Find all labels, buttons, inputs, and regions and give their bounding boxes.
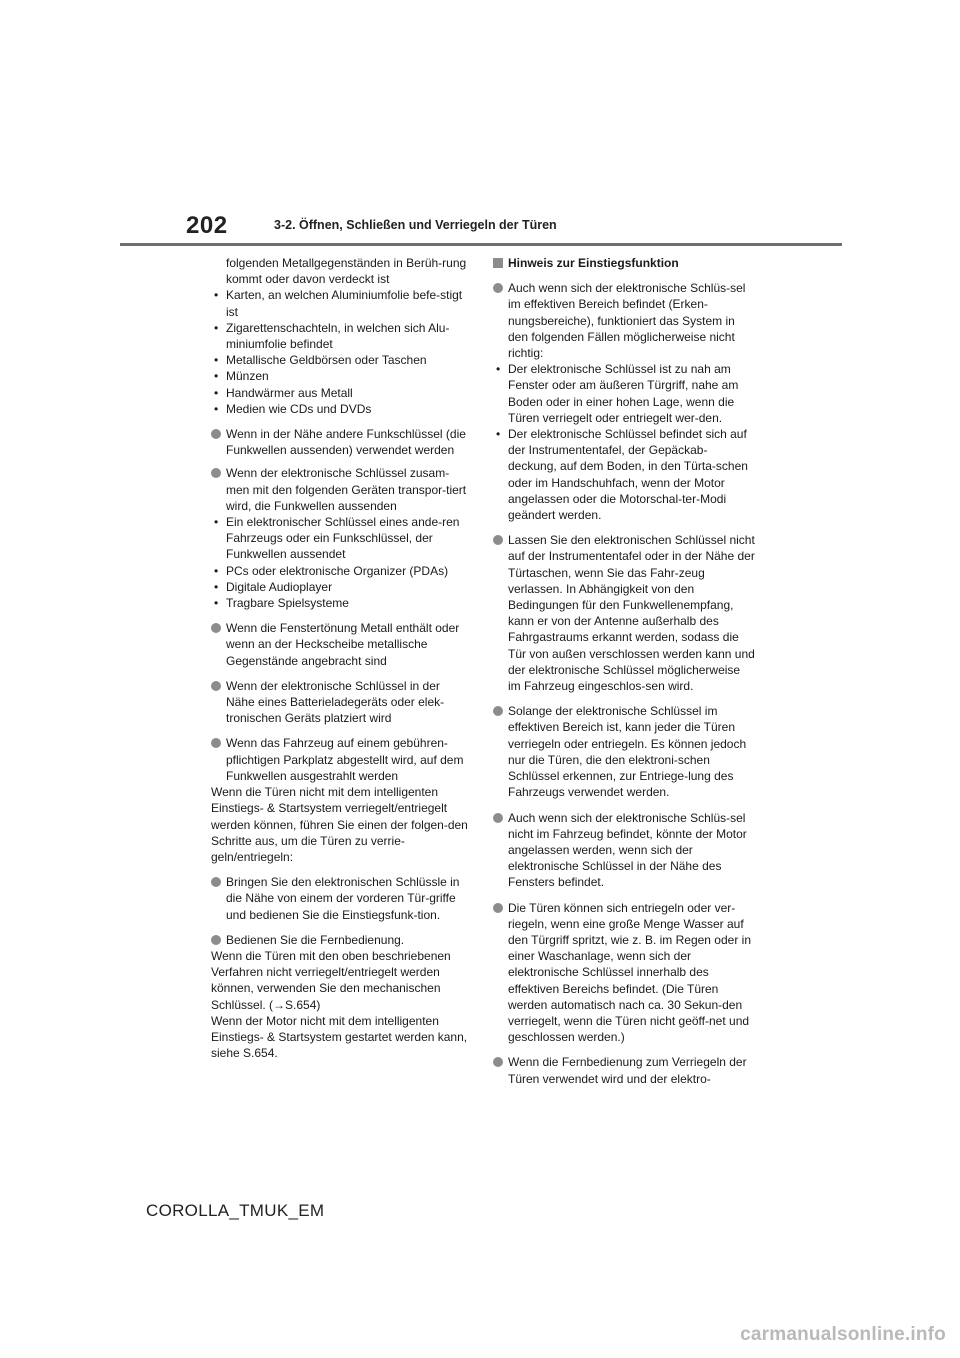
info-heading-text: Hinweis zur Einstiegsfunktion (508, 256, 679, 270)
circle-bullet-icon (211, 623, 221, 633)
paragraph: Wenn die Türen nicht mit dem intelligenten Einstiegs- & Startsystem verriegelt/entriegelt werden können, führen Sie einen der folgen-den Schritte aus, um die Türen zu verrie-geln/entriegeln: (211, 785, 468, 864)
note-text: Bedienen Sie die Fernbedienung. (226, 932, 405, 947)
list-item: • Der elektronische Schlüssel ist zu nah am Fenster oder am äußeren Türgriff, nahe am Boden oder in einer hohen Lage, wenn die Türen verriegelt oder entriegelt wer-den. (493, 361, 755, 426)
note-item (211, 426, 469, 458)
paragraph: Wenn die Türen mit den oben beschriebenen Verfahren nicht verriegelt/entriegelt werden können, verwenden Sie den mechanischen Schlüssel. (→S.654) (211, 948, 451, 1012)
note-text: Bringen Sie den elektronischen Schlüssle in die Nähe von einem der vorderen Tür-griffe und bedienen Sie die Einstiegsfunk-tion. (226, 875, 460, 922)
note-item (493, 280, 755, 361)
paragraph: Wenn der Motor nicht mit dem intelligenten Einstiegs- & Startsystem gestartet werden kann, siehe S.654. (211, 1013, 468, 1061)
note-item (493, 1054, 755, 1086)
note-text: Wenn die Fenstertönung Metall enthält oder wenn an der Heckscheibe metallische Gegenstände angebracht sind (226, 621, 460, 668)
note-text: Lassen Sie den elektronischen Schlüssel nicht auf der Instrumententafel oder in der Nähe der Türtaschen, wenn Sie das Fahr-zeug verlassen. In Abhängigkeit von den Bedingungen für den Funkwellenempfang, kann er von der Antenne außerhalb des Fahrgastraums erkannt werden, sodass die Tür von außen verschlossen werden kann und der elektronische Schlüssel möglicherweise im Fahrzeug eingeschlos-sen wird. (508, 533, 755, 694)
list-item: • Münzen (211, 368, 469, 384)
continuation-text: folgenden Metallgegenständen in Berüh-rung kommt oder davon verdeckt ist (226, 256, 467, 287)
radio-devices-list (211, 514, 469, 611)
note-item (493, 810, 755, 891)
list-item: • Ein elektronischer Schlüssel eines ande-ren Fahrzeugs oder ein Funkschlüssel, der Funkwellen aussendet (211, 514, 469, 563)
page-number: 202 (186, 212, 228, 239)
circle-bullet-icon (493, 903, 503, 913)
note-text: Wenn die Fernbedienung zum Verriegeln der Türen verwendet wird und der elektro- (508, 1055, 747, 1086)
note-item (211, 874, 469, 923)
document-code: COROLLA_TMUK_EM (146, 1201, 325, 1220)
list-item: • Der elektronische Schlüssel befindet sich auf der Instrumententafel, der Gepäckab-deckung, auf dem Boden, in den Türta-schen oder im Handschuhfach, wenn der Motor angelassen oder die Motorschal-ter-Modi geändert werden. (493, 426, 755, 523)
note-text: Wenn der elektronische Schlüssel zusam-men mit den folgenden Geräten transpor-tiert wird, die Funkwellen aussenden (226, 466, 467, 513)
circle-bullet-icon (493, 706, 503, 716)
note-item (493, 900, 755, 1046)
list-item: • Handwärmer aus Metall (211, 385, 469, 401)
metal-objects-list (211, 287, 469, 417)
list-item: • PCs oder elektronische Organizer (PDAs) (211, 563, 469, 579)
note-item (211, 620, 469, 669)
circle-bullet-icon (493, 535, 503, 545)
list-item: • Tragbare Spielsysteme (211, 595, 469, 611)
list-item: • Medien wie CDs und DVDs (211, 401, 469, 417)
right-column (493, 255, 755, 1087)
detection-issues-list (493, 361, 755, 523)
note-item (211, 465, 469, 514)
info-heading (493, 255, 755, 271)
note-item (211, 678, 469, 727)
note-text: Wenn der elektronische Schlüssel in der Nähe eines Batterieladegeräts oder elek-tronischen Geräts platziert wird (226, 678, 445, 726)
left-column (211, 255, 469, 1061)
circle-bullet-icon (211, 738, 221, 748)
note-text: Die Türen können sich entriegeln oder ver-riegeln, wenn eine große Menge Wasser auf den Türgriff spritzt, wie z. B. im Regen oder in einer Waschanlage, wenn sich der elektronische Schlüssel innerhalb des effektiven Bereichs befindet. (Die Türen werden automatisch nach ca. 30 Sekun-den verriegelt, wenn die Türen nicht geöff-net und geschlossen werden.) (508, 900, 751, 1045)
square-bullet-icon (493, 258, 503, 268)
list-item: • Metallische Geldbörsen oder Taschen (211, 352, 469, 368)
circle-bullet-icon (493, 1057, 503, 1067)
circle-bullet-icon (211, 935, 221, 945)
note-item (493, 532, 755, 694)
note-text: Wenn das Fahrzeug auf einem gebühren-pflichtigen Parkplatz abgestellt wird, auf dem Funkwellen ausgestrahlt werden (226, 736, 464, 783)
list-item: • Karten, an welchen Aluminiumfolie befe-stigt ist (211, 287, 469, 319)
list-item: • Digitale Audioplayer (211, 579, 469, 595)
note-text: Wenn in der Nähe andere Funkschlüssel (die Funkwellen aussenden) verwendet werden (226, 427, 466, 458)
note-item (211, 932, 469, 948)
section-title: 3-2. Öffnen, Schließen und Verriegeln der Türen (274, 218, 557, 232)
circle-bullet-icon (211, 877, 221, 887)
header-divider (120, 243, 842, 246)
note-text: Auch wenn sich der elektronische Schlüs-sel im effektiven Bereich befindet (Erken-nungsbereiche), funktioniert das System in den folgenden Fällen möglicherweise nicht richtig: (508, 281, 746, 361)
note-item (493, 703, 755, 800)
circle-bullet-icon (211, 429, 221, 439)
note-text: Auch wenn sich der elektronische Schlüs-sel nicht im Fahrzeug befindet, könnte der Motor angelassen werden, wenn sich der elektronische Schlüssel in der Nähe des Fensters befindet. (508, 810, 747, 890)
circle-bullet-icon (493, 283, 503, 293)
circle-bullet-icon (211, 468, 221, 478)
list-item: • Zigarettenschachteln, in welchen sich Alu-miniumfolie befindet (211, 320, 469, 352)
circle-bullet-icon (211, 681, 221, 691)
note-text: Solange der elektronische Schlüssel im effektiven Bereich ist, kann jeder die Türen verriegeln oder entriegeln. Es können jedoch nur die Türen, die den elektroni-schen Schlüssel erkennen, zur Entriege-lung des Fahrzeugs verwendet werden. (508, 704, 747, 800)
circle-bullet-icon (493, 813, 503, 823)
watermark: carmanualsonline.info (740, 1324, 946, 1345)
note-item (211, 735, 469, 784)
